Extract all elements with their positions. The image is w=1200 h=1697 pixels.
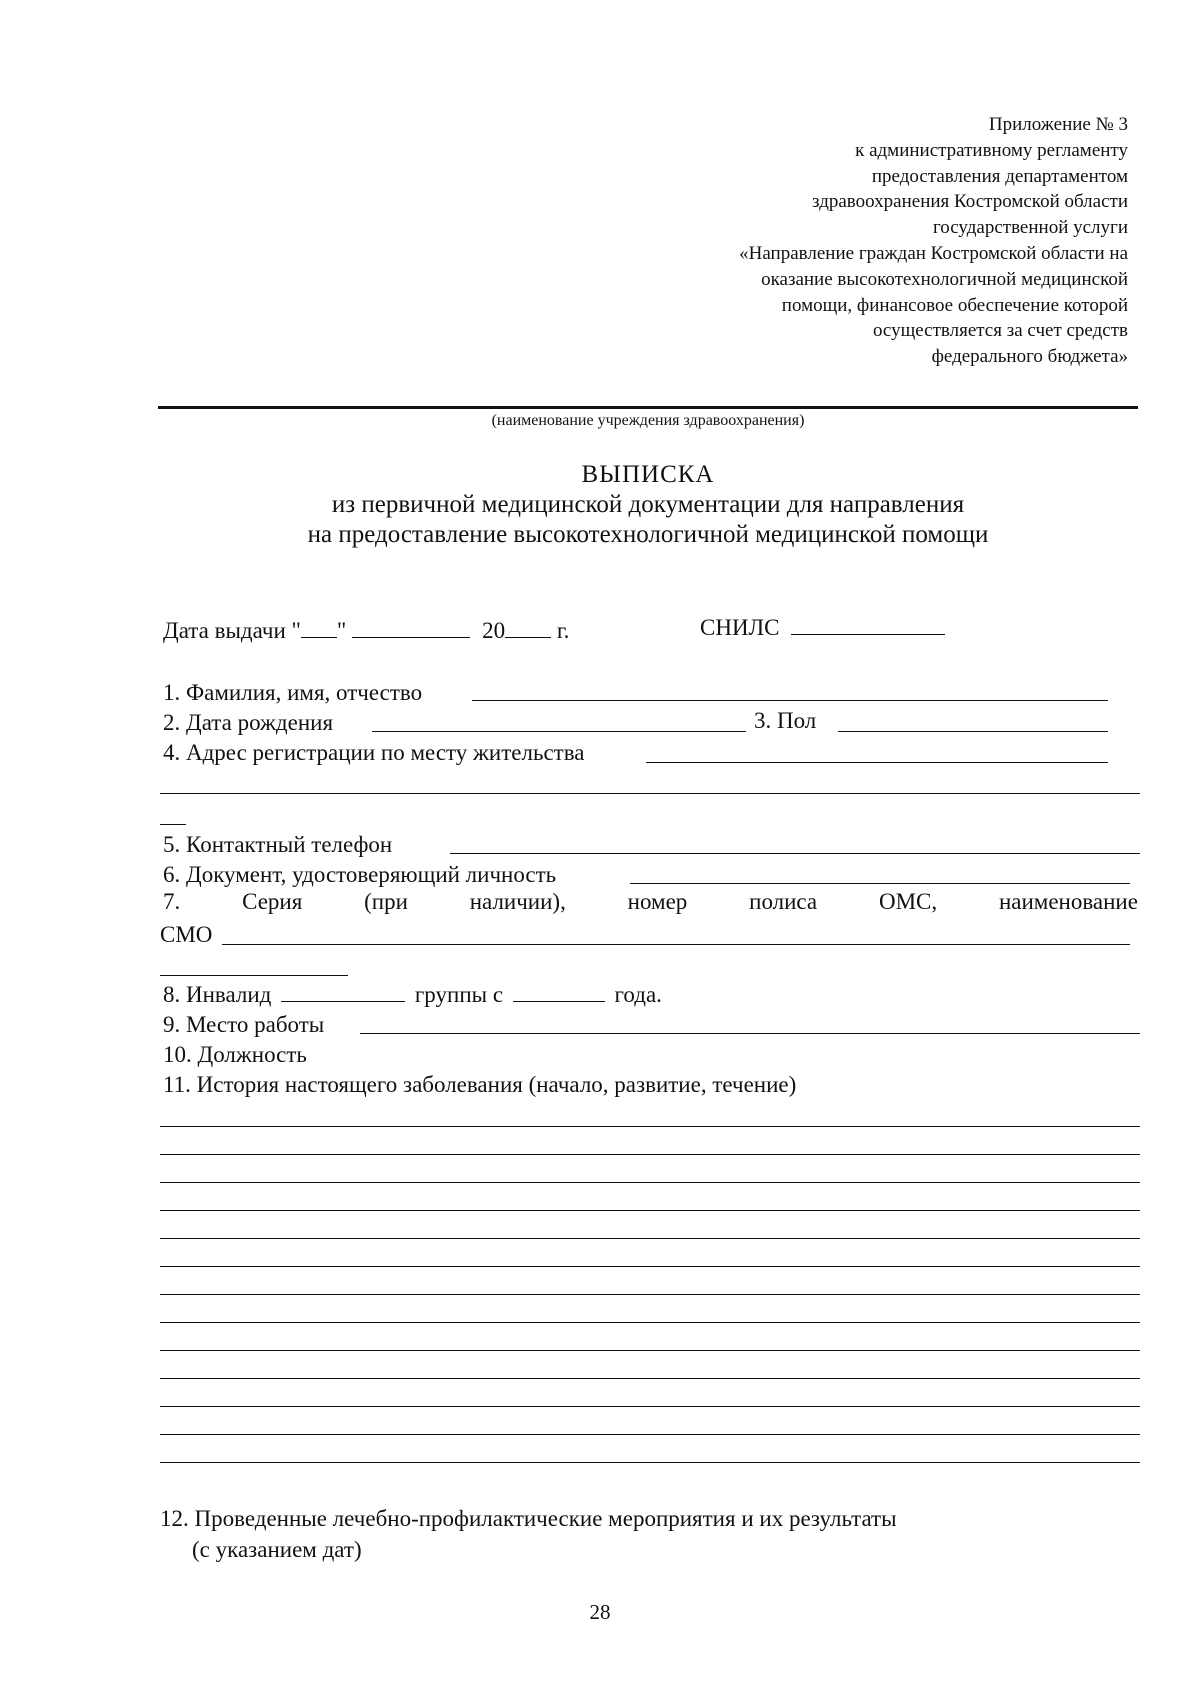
history-line[interactable] bbox=[160, 1322, 1140, 1323]
field-2-label: 2. Дата рождения bbox=[163, 710, 334, 735]
field-8-row bbox=[163, 981, 662, 1009]
oms-policy-field[interactable] bbox=[222, 944, 1130, 945]
field-8-group-label: группы с bbox=[414, 982, 504, 1007]
field-4-label: 4. Адрес регистрации по месту жительства bbox=[163, 740, 585, 765]
sex-field[interactable] bbox=[838, 731, 1108, 732]
document-title bbox=[158, 460, 1138, 550]
appendix-line: Приложение № 3 bbox=[988, 114, 1128, 135]
field-7-label bbox=[163, 888, 1138, 916]
issue-date-label: Дата выдачи " bbox=[163, 618, 301, 643]
issue-quote: " bbox=[336, 618, 347, 643]
identity-document-field[interactable] bbox=[630, 883, 1130, 884]
snils-field[interactable] bbox=[791, 614, 945, 635]
field-7-word: наименование bbox=[998, 889, 1138, 914]
field-7-word: (при bbox=[364, 889, 408, 914]
workplace-field[interactable] bbox=[360, 1033, 1140, 1034]
address-field-line-3[interactable] bbox=[160, 824, 186, 825]
appendix-line: предоставления департаментом bbox=[871, 165, 1128, 187]
history-line[interactable] bbox=[160, 1266, 1140, 1267]
appendix-line: помощи, финансовое обеспечение которой bbox=[781, 294, 1128, 316]
field-8-label: 8. Инвалид bbox=[163, 982, 272, 1007]
appendix-line: государственной услуги bbox=[932, 217, 1128, 239]
snils-row bbox=[700, 614, 945, 642]
address-field[interactable] bbox=[646, 762, 1108, 763]
title-main: ВЫПИСКА bbox=[581, 461, 715, 488]
appendix-header bbox=[568, 112, 1128, 370]
issue-month-field[interactable] bbox=[352, 617, 470, 638]
field-7-word: наличии), bbox=[469, 889, 566, 914]
history-line[interactable] bbox=[160, 1154, 1140, 1155]
issue-year-suffix: г. bbox=[556, 618, 570, 643]
field-7-word: 7. bbox=[163, 889, 181, 914]
appendix-line: оказание высокотехнологичной медицинской bbox=[761, 268, 1128, 290]
snils-label: СНИЛС bbox=[700, 615, 780, 640]
field-7-smo-label: СМО bbox=[160, 922, 213, 947]
history-line[interactable] bbox=[160, 1126, 1140, 1127]
history-line[interactable] bbox=[160, 1462, 1140, 1463]
field-12-sublabel: (с указанием дат) bbox=[192, 1537, 362, 1562]
appendix-line: федерального бюджета» bbox=[931, 346, 1128, 368]
field-8-year-label: года. bbox=[614, 982, 662, 1007]
history-line[interactable] bbox=[160, 1350, 1140, 1351]
issue-year-prefix: 20 bbox=[482, 618, 506, 643]
title-line-2: из первичной медицинской документации для направления bbox=[331, 491, 965, 518]
history-line[interactable] bbox=[160, 1294, 1140, 1295]
oms-policy-field-line-2[interactable] bbox=[160, 975, 348, 976]
appendix-line: «Направление граждан Костромской области на bbox=[739, 242, 1128, 264]
issue-year-field[interactable] bbox=[505, 617, 551, 638]
field-9-label: 9. Место работы bbox=[163, 1012, 325, 1037]
disability-group-field[interactable] bbox=[281, 981, 405, 1002]
birth-date-field[interactable] bbox=[372, 731, 746, 732]
field-11-label: 11. История настоящего заболевания (начало, развитие, течение) bbox=[163, 1072, 797, 1097]
field-12-label: 12. Проведенные лечебно-профилактические мероприятия и их результаты bbox=[160, 1506, 897, 1531]
field-5-label: 5. Контактный телефон bbox=[163, 832, 393, 857]
history-line[interactable] bbox=[160, 1378, 1140, 1379]
issue-date-row bbox=[163, 617, 569, 645]
address-field-line-2[interactable] bbox=[160, 793, 1140, 794]
field-7-word: полиса bbox=[749, 889, 818, 914]
full-name-field[interactable] bbox=[472, 700, 1108, 701]
history-line[interactable] bbox=[160, 1182, 1140, 1183]
field-7-word: Серия bbox=[242, 889, 303, 914]
history-line[interactable] bbox=[160, 1210, 1140, 1211]
field-7-word: ОМС, bbox=[878, 889, 938, 914]
issue-day-field[interactable] bbox=[301, 617, 337, 638]
history-line[interactable] bbox=[160, 1434, 1140, 1435]
field-10-label: 10. Должность bbox=[163, 1042, 307, 1067]
institution-caption: (наименование учреждения здравоохранения) bbox=[491, 412, 805, 429]
field-7-word: номер bbox=[627, 889, 688, 914]
appendix-line: осуществляется за счет средств bbox=[872, 320, 1128, 342]
field-3-label: 3. Пол bbox=[754, 708, 817, 733]
title-line-3: на предоставление высокотехнологичной медицинской помощи bbox=[307, 521, 989, 548]
field-6-label: 6. Документ, удостоверяющий личность bbox=[163, 862, 557, 887]
appendix-line: здравоохранения Костромской области bbox=[812, 191, 1128, 213]
page-number: 28 bbox=[589, 1600, 611, 1624]
history-line[interactable] bbox=[160, 1406, 1140, 1407]
disability-since-field[interactable] bbox=[513, 981, 605, 1002]
appendix-line: к административному регламенту bbox=[855, 139, 1128, 161]
phone-field[interactable] bbox=[450, 853, 1140, 854]
history-line[interactable] bbox=[160, 1238, 1140, 1239]
field-1-label: 1. Фамилия, имя, отчество bbox=[163, 680, 423, 705]
institution-name-line[interactable] bbox=[158, 406, 1138, 409]
